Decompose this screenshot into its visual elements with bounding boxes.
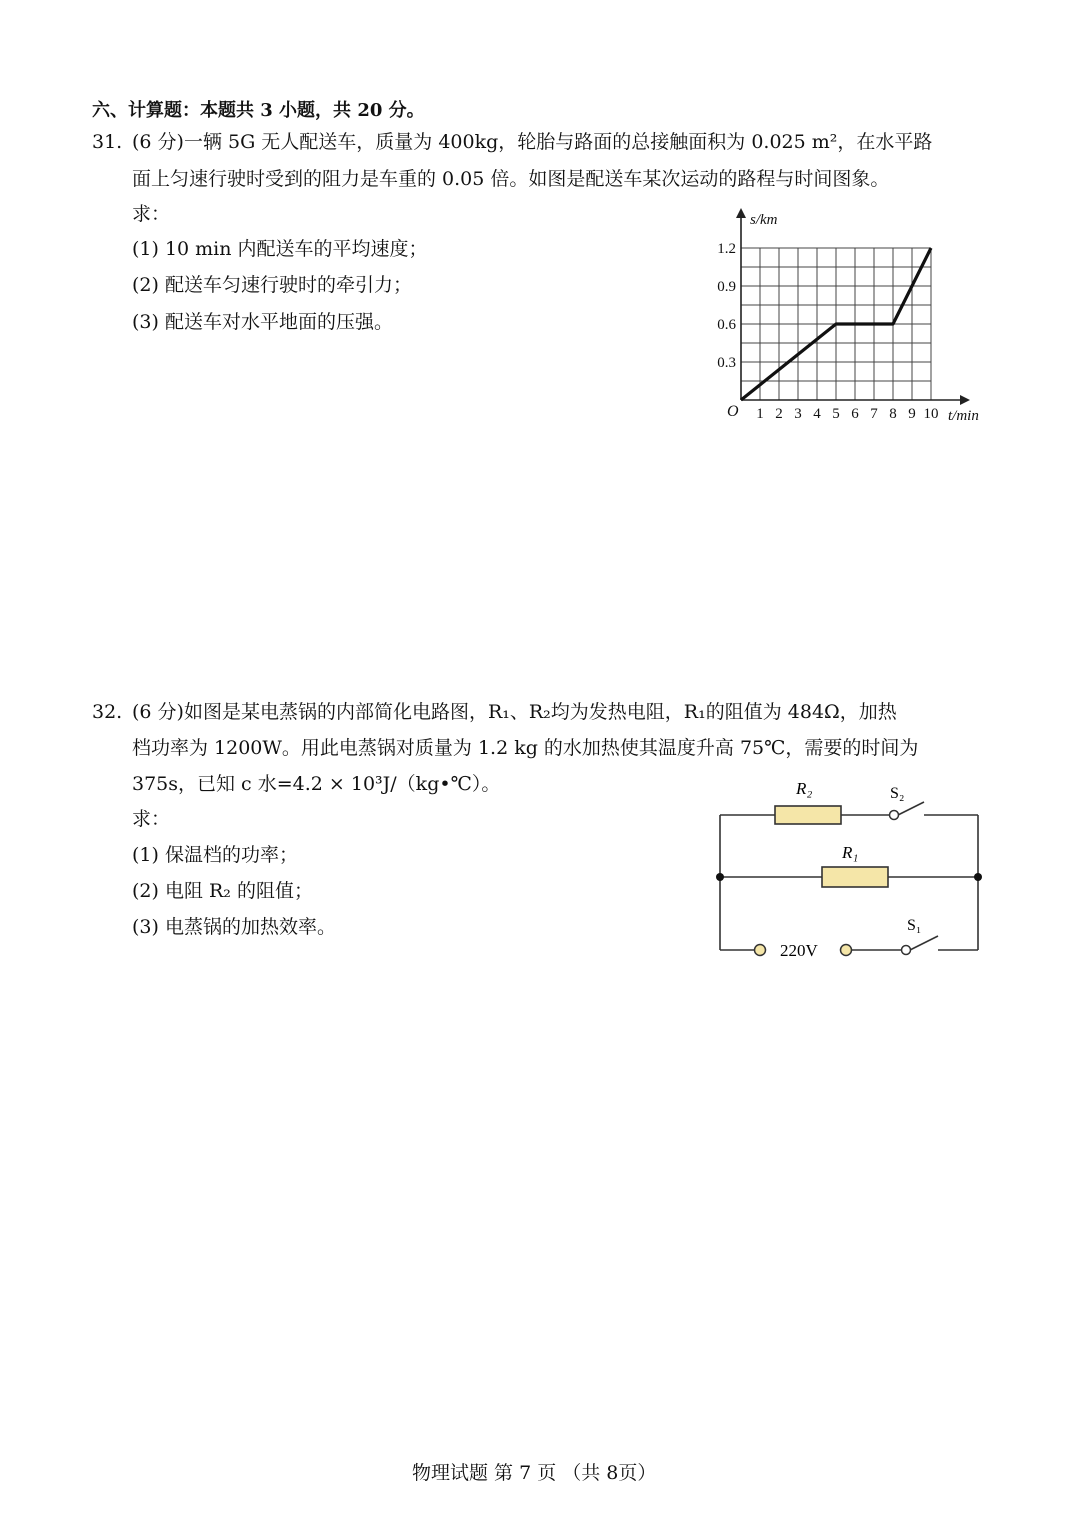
question-line: (6 分)一辆 5G 无人配送车，质量为 400kg，轮胎与路面的总接触面积为 0.025 m²，在水平路	[132, 131, 933, 153]
origin-label: O	[727, 403, 739, 420]
voltage-label: 220V	[780, 941, 818, 960]
sub-question: (2) 配送车匀速行驶时的牵引力；	[132, 274, 412, 296]
y-tick-label: 0.9	[717, 279, 736, 295]
sub-question: (1) 10 min 内配送车的平均速度；	[132, 238, 428, 260]
x-axis-arrow	[960, 395, 970, 405]
x-tick-label: 2	[775, 406, 783, 422]
resistor-r2	[775, 806, 841, 824]
x-tick-label: 5	[832, 406, 840, 422]
question-number: 32.	[92, 701, 123, 723]
sub-question: (1) 保温档的功率；	[132, 844, 298, 866]
junction-dot	[974, 873, 982, 881]
s1-label: S₁	[907, 917, 922, 934]
terminal-left	[755, 945, 766, 956]
terminal-right	[841, 945, 852, 956]
y-tick-label: 0.6	[717, 317, 736, 333]
question-line: 面上匀速行驶时受到的阻力是车重的 0.05 倍。如图是配送车某次运动的路程与时间图象。	[132, 168, 890, 190]
junction-dot	[716, 873, 724, 881]
switch-s1-contact	[902, 946, 911, 955]
question-line: 375s，已知 c 水=4.2 × 10³J/（kg•℃）。	[132, 773, 501, 795]
distance-time-graph	[700, 202, 1000, 432]
x-tick-label: 7	[870, 406, 878, 422]
x-tick-label: 10	[923, 406, 939, 422]
chart-axes	[727, 208, 979, 424]
ask-label: 求：	[132, 203, 171, 225]
x-axis-label: t/min	[948, 408, 979, 424]
resistor-r1	[822, 867, 888, 887]
switch-s2-blade	[898, 802, 924, 815]
y-tick-label: 0.3	[717, 355, 736, 371]
switch-s1-blade	[910, 936, 938, 950]
x-tick-label: 9	[908, 406, 916, 422]
switch-s2-contact	[890, 811, 899, 820]
x-tick-label: 4	[813, 406, 821, 422]
page-footer: 物理试题 第 7 页 （共 8页）	[412, 1462, 657, 1484]
question-line: 档功率为 1200W。用此电蒸锅对质量为 1.2 kg 的水加热使其温度升高 75℃，需要的时间为	[132, 737, 919, 759]
sub-question: (3) 电蒸锅的加热效率。	[132, 916, 336, 938]
section-title: 六、计算题：本题共 3 小题，共 20 分。	[92, 100, 425, 121]
y-tick-label: 1.2	[717, 241, 736, 257]
s2-label: S₂	[890, 785, 905, 802]
circuit-diagram	[710, 770, 1000, 970]
r2-label: R₂	[796, 779, 813, 798]
y-axis-label: s/km	[750, 212, 778, 228]
x-tick-label: 8	[889, 406, 897, 422]
question-line: (6 分)如图是某电蒸锅的内部简化电路图，R₁、R₂均为发热电阻，R₁的阻值为 484Ω，加热	[132, 701, 897, 723]
x-tick-label: 6	[851, 406, 859, 422]
r1-label: R₁	[842, 843, 859, 862]
sub-question: (3) 配送车对水平地面的压强。	[132, 311, 393, 333]
question-number: 31.	[92, 131, 123, 153]
sub-question: (2) 电阻 R₂ 的阻值；	[132, 880, 313, 902]
x-tick-label: 3	[794, 406, 802, 422]
x-tick-label: 1	[756, 406, 764, 422]
y-axis-arrow	[736, 208, 746, 218]
ask-label: 求：	[132, 808, 171, 830]
